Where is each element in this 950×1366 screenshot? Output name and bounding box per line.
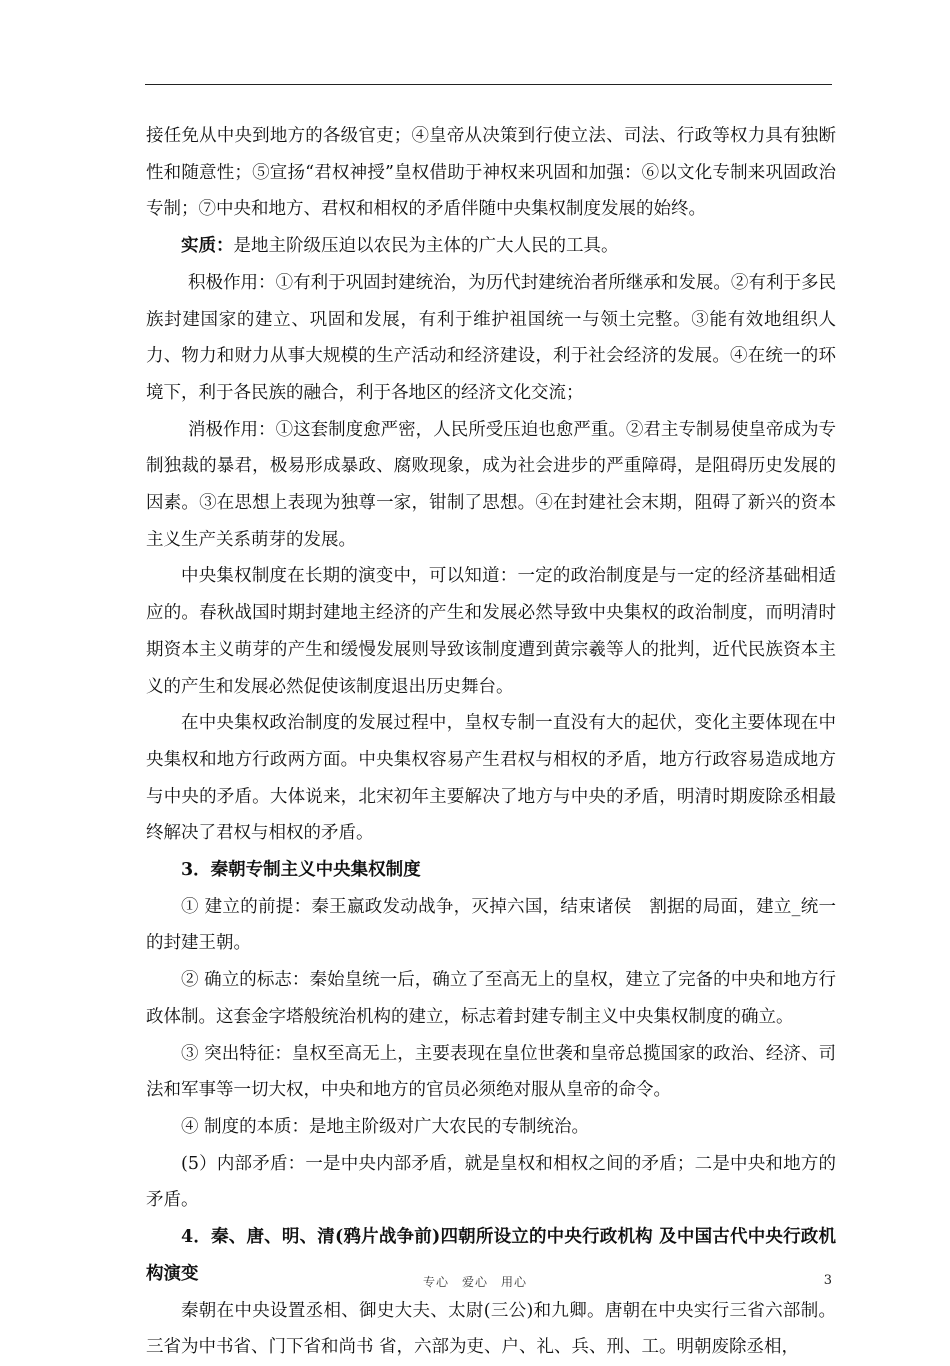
essence-text: 是地主阶级压迫以农民为主体的广大人民的工具。 — [233, 236, 619, 257]
page-number: 3 — [823, 1273, 832, 1288]
paragraph: (5）内部矛盾：一是中央内部矛盾，就是皇权和相权之间的矛盾；二是中央和地方的矛盾。 — [146, 1153, 836, 1211]
section-heading-4: 4．秦、唐、明、清(鸦片战争前)四朝所设立的中央行政机构 及中国古代中央行政机构演变 — [146, 1227, 836, 1284]
body-text — [146, 118, 836, 1366]
footer-motto: 专心 爱心 用心 — [422, 1275, 527, 1289]
paragraph: ② 确立的标志：秦始皇统一后，确立了至高无上的皇权，建立了完备的中央和地方行政体制。这套金字塔般统治机构的建立，标志着封建专制主义中央集权制度的确立。 — [146, 970, 836, 1027]
section-heading-3: 3．秦朝专制主义中央集权制度 — [181, 860, 421, 881]
paragraph-positive-effects: 积极作用：①有利于巩固封建统治，为历代封建统治者所继承和发展。②有利于多民族封建国家的建立、巩固和发展，有利于维护祖国统一与领土完整。③能有效地组织人力、物力和财力从事大规模的生产活动和经济建设，利于社会经济的发展。④在统一的环境下，利于各民族的融合，利于各地区的经济文化交流； — [146, 272, 836, 403]
paragraph: ④ 制度的本质：是地主阶级对广大农民的专制统治。 — [181, 1116, 590, 1137]
header-rule — [145, 84, 832, 85]
essence-label: 实质： — [181, 236, 234, 257]
paragraph: 接任免从中央到地方的各级官吏；④皇帝从决策到行使立法、司法、行政等权力具有独断性和随意性；⑤宣扬“君权神授”皇权借助于神权来巩固和加强：⑥以文化专制来巩固政治专制；⑦中央和地方、君权和相权的矛盾伴随中央集权制度发展的始终。 — [146, 126, 836, 220]
paragraph: ③ 突出特征：皇权至高无上，主要表现在皇位世袭和皇帝总揽国家的政治、经济、司法和军事等一切大权，中央和地方的官员必须绝对服从皇帝的命令。 — [146, 1043, 836, 1101]
paragraph: 秦朝在中央设置丞相、御史大夫、太尉(三公)和九卿。唐朝在中央实行三省六部制。三省为中书省、门下省和尚书 省，六部为吏、户、礼、兵、刑、工。明朝废除丞相， — [146, 1300, 836, 1358]
paragraph-essence — [146, 228, 836, 265]
paragraph: 中央集权制度在长期的演变中，可以知道：一定的政治制度是与一定的经济基础相适应的。春秋战国时期封建地主经济的产生和发展必然导致中央集权的政治制度，而明清时期资本主义萌芽的产生和缓慢发展则导致该制度遭到黄宗羲等人的批判，近代民族资本主义的产生和发展必然促使该制度退出历史舞台。 — [146, 566, 836, 697]
paragraph-negative-effects: 消极作用：①这套制度愈严密，人民所受压迫也愈严重。②君主专制易使皇帝成为专制独裁的暴君，极易形成暴政、腐败现象，成为社会进步的严重障碍，是阻碍历史发展的因素。③在思想上表现为独尊一家，钳制了思想。④在封建社会末期，阻碍了新兴的资本主义生产关系萌芽的发展。 — [146, 419, 836, 550]
paragraph: 在中央集权政治制度的发展过程中，皇权专制一直没有大的起伏，变化主要体现在中央集权和地方行政两方面。中央集权容易产生君权与相权的矛盾，地方行政容易造成地方与中央的矛盾。大体说来，北宋初年主要解决了地方与中央的矛盾，明清时期废除丞相最终解决了君权与相权的矛盾。 — [146, 713, 836, 844]
paragraph: ① 建立的前提：秦王嬴政发动战争，灭掉六国，结束诸侯 割据的局面，建立_统一的封建王朝。 — [146, 896, 836, 954]
